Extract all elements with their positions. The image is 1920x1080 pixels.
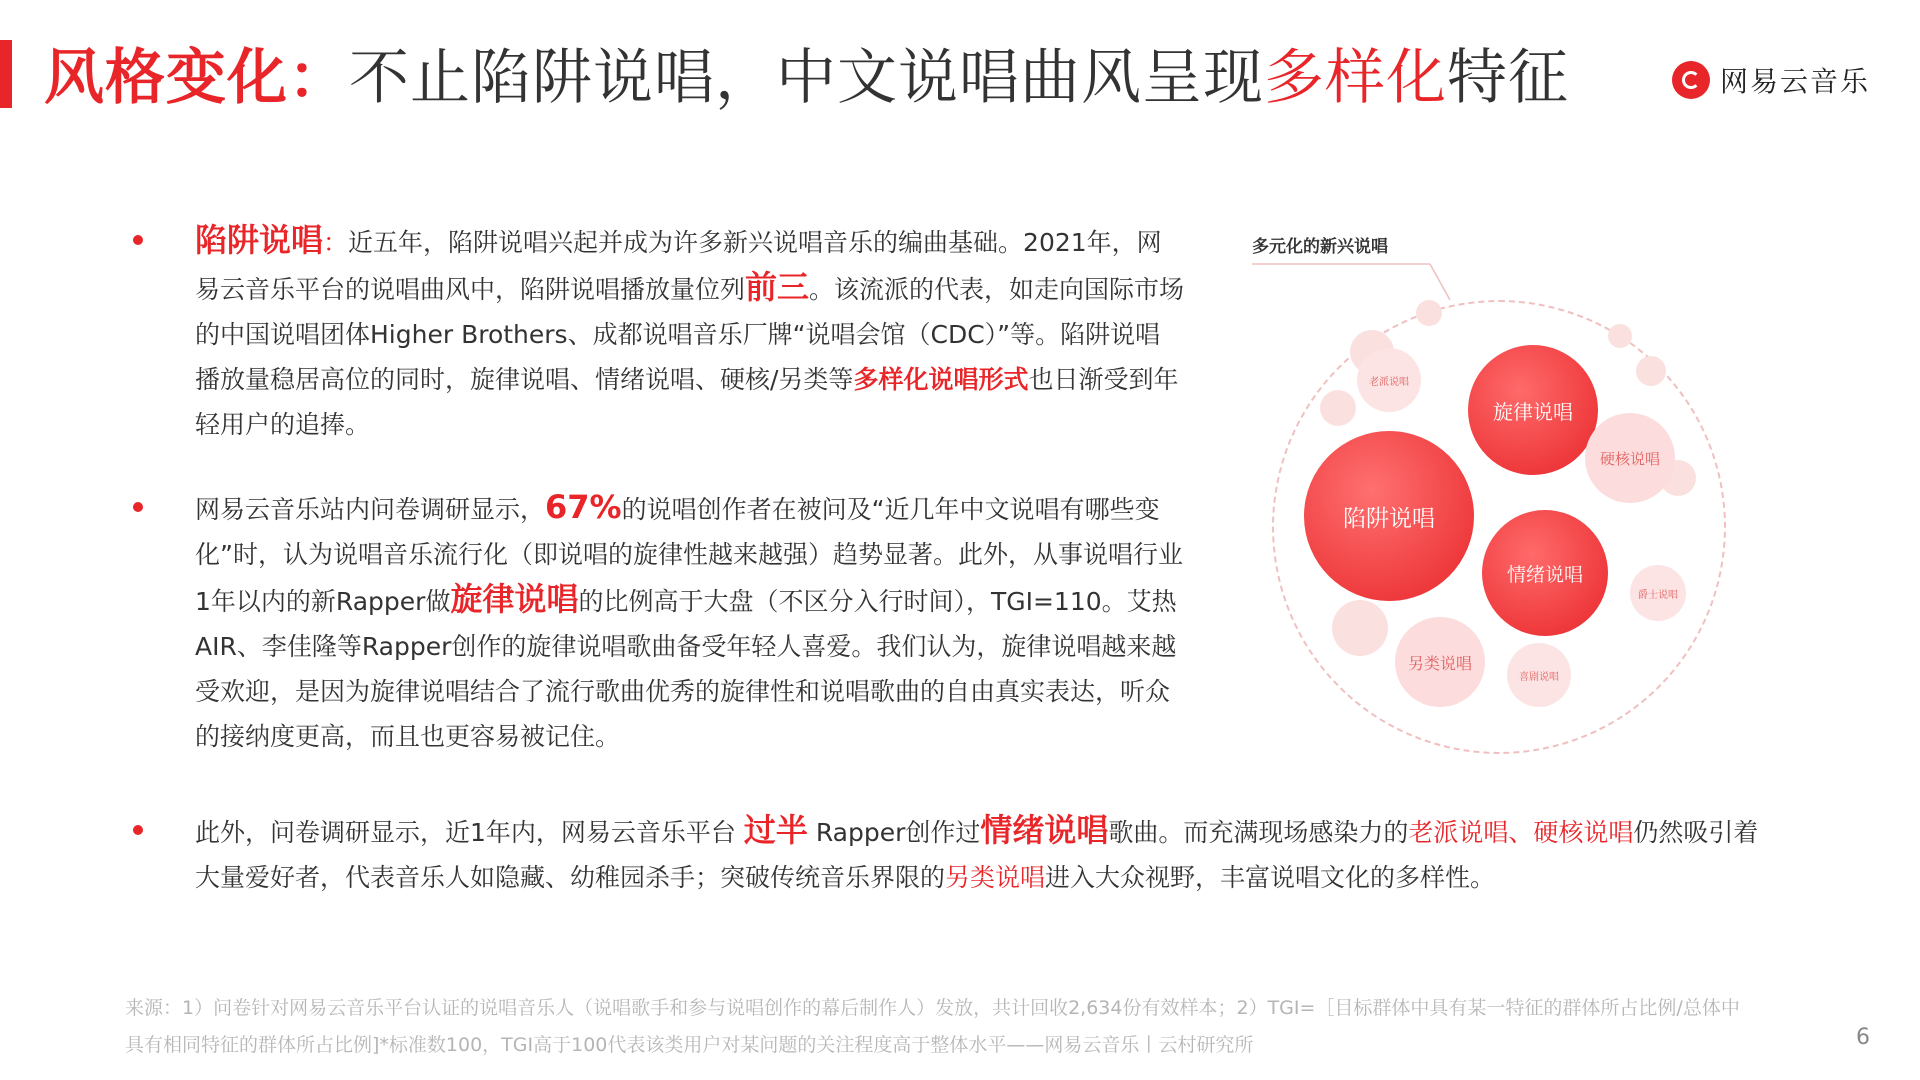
bullet-dot-icon [133, 825, 143, 835]
bullet-label: 陷阱说唱 [195, 221, 324, 259]
bubble-oldschool: 老派说唱 [1357, 348, 1421, 412]
page-number: 6 [1856, 1025, 1870, 1050]
bullet-melodic-rap: 网易云音乐站内问卷调研显示，67%的说唱创作者在被问及“近几年中文说唱有哪些变化”时，认为说唱音乐流行化（即说唱的旋律性越来越强）趋势显著。此外，从事说唱行业1年以内的新Rapper做旋律说唱的比例高于大盘（不区分入行时间），TGI=110。艾热AIR、李佳隆等Rapper创作的旋律说唱歌曲备受年轻人喜爱。我们认为，旋律说唱越来越受欢迎，是因为旋律说唱结合了流行歌曲优秀的旋律性和说唱歌曲的自由真实表达，听众的接纳度更高，而且也更容易被记住。 [195, 485, 1185, 759]
bubble-alternative: 另类说唱 [1395, 617, 1485, 707]
bullet-dot-icon [133, 502, 143, 512]
title-accent-bar [0, 40, 12, 108]
rap-genre-bubble-chart [1240, 220, 1750, 760]
decor-circle [1320, 390, 1356, 426]
bullet-trap-rap: 陷阱说唱：近五年，陷阱说唱兴起并成为许多新兴说唱音乐的编曲基础。2021年，网易云音乐平台的说唱曲风中，陷阱说唱播放量位列前三。该流派的代表，如走向国际市场的中国说唱团体Higher Brothers、成都说唱音乐厂牌“说唱会馆（CDC）”等。陷阱说唱播放量稳居高位的同时，旋律说唱、情绪说唱、硬核/另类等多样化说唱形式也日渐受到年轻用户的追捧。 [195, 218, 1185, 447]
bubble-trap: 陷阱说唱 [1304, 431, 1474, 601]
decor-circle [1636, 356, 1666, 386]
page-title: 风格变化：不止陷阱说唱，中文说唱曲风呈现多样化特征 [44, 43, 1569, 113]
decor-circle [1416, 300, 1442, 326]
bullet-dot-icon [133, 235, 143, 245]
bubble-emo: 情绪说唱 [1482, 510, 1608, 636]
bubble-jazz: 爵士说唱 [1630, 565, 1686, 621]
bubble-hardcore: 硬核说唱 [1585, 413, 1675, 503]
decor-circle [1332, 600, 1388, 656]
decor-circle [1608, 324, 1632, 348]
source-footnote: 来源：1）问卷针对网易云音乐平台认证的说唱音乐人（说唱歌手和参与说唱创作的幕后制作人）发放，共计回收2,634份有效样本；2）TGI=［目标群体中具有某一特征的群体所占比例/总体中具有相同特征的群体所占比例]*标准数100，TGI高于100代表该类用户对某问题的关注程度高于整体水平——网易云音乐丨云村研究所 [125, 997, 1740, 1056]
bullet-emo-rap: 此外，问卷调研显示，近1年内，网易云音乐平台 过半 Rapper创作过情绪说唱歌曲。而充满现场感染力的老派说唱、硬核说唱仍然吸引着大量爱好者，代表音乐人如隐藏、幼稚园杀手；突破传统音乐界限的另类说唱进入大众视野，丰富说唱文化的多样性。 [195, 808, 1765, 900]
netease-music-icon [1672, 61, 1710, 99]
bubble-melodic: 旋律说唱 [1468, 345, 1598, 475]
brand-logo-group [1672, 60, 1870, 100]
bubble-chart-title: 多元化的新兴说唱 [1252, 237, 1388, 257]
bubble-comedy: 喜剧说唱 [1507, 643, 1571, 707]
brand-name: 网易云音乐 [1719, 65, 1870, 98]
